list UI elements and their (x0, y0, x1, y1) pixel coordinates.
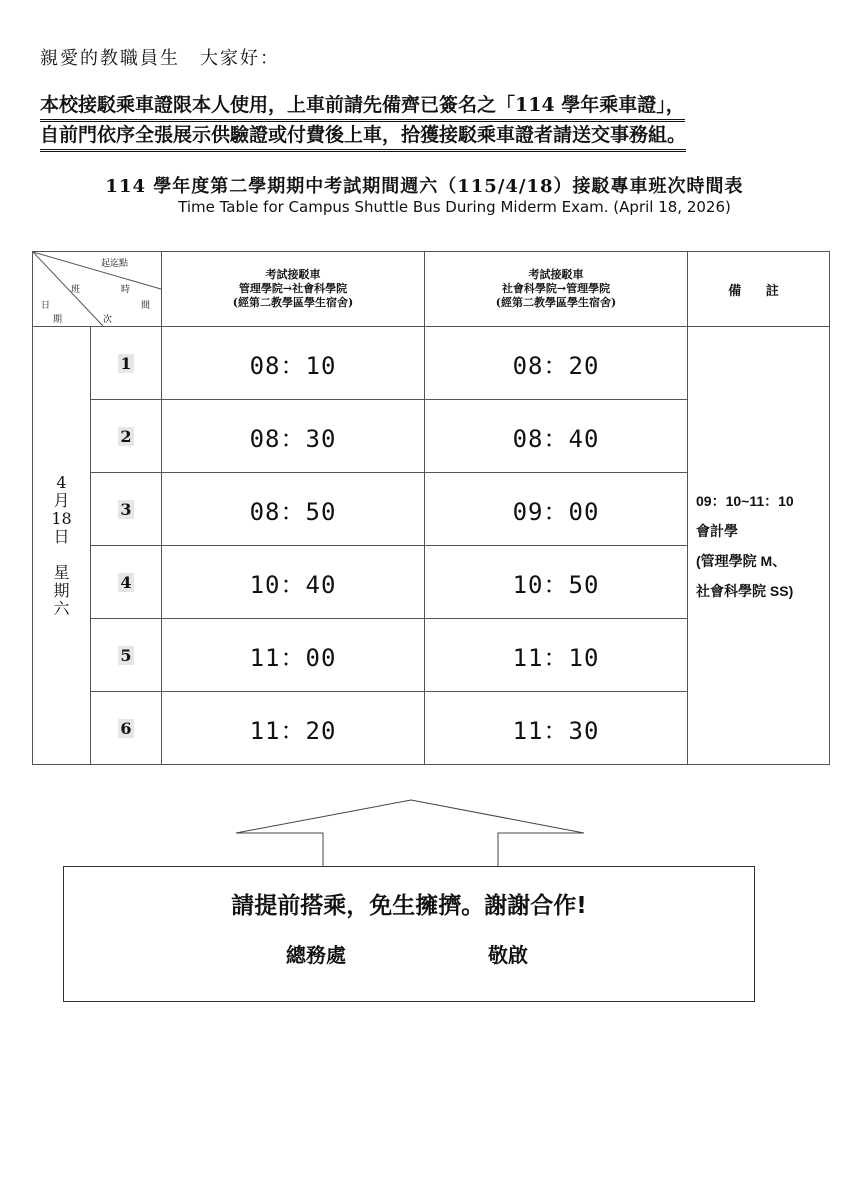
departure-time-route-2: 08：20 (425, 327, 688, 400)
route-2-title: 考試接駁車 (528, 268, 584, 281)
date-month: 4 (56, 472, 67, 492)
weekday-3: 六 (53, 598, 70, 618)
page-subtitle: Time Table for Campus Shuttle Bus During Miderm Exam. (April 18, 2026) (178, 198, 731, 216)
notice-line-2: 自前門依序全張展示供驗證或付費後上車，拾獲接駁乘車證者請送交事務組。 (40, 122, 686, 152)
run-number: 3 (91, 473, 162, 546)
run-number: 5 (91, 619, 162, 692)
remark-cell (688, 327, 830, 765)
run-number: 1 (91, 327, 162, 400)
departure-time-route-2: 08：40 (425, 400, 688, 473)
remark-college-1: (管理學院 M、 (696, 552, 787, 569)
corner-date-label: 日 (41, 301, 51, 311)
date-cell (33, 327, 91, 765)
departure-time-route-1: 10：40 (162, 546, 425, 619)
column-header-route-2 (425, 252, 688, 327)
route-2-via: (經第二教學區學生宿舍) (495, 296, 617, 309)
page-title: 114 學年度第二學期期中考試期間週六（115/4/18）接駁專車班次時間表 (105, 176, 744, 197)
departure-time-route-1: 11：00 (162, 619, 425, 692)
corner-time-label2: 間 (141, 301, 151, 311)
table-row (33, 327, 830, 400)
notice-banner (63, 866, 755, 1002)
column-header-route-1 (162, 252, 425, 327)
up-arrow-shape (236, 799, 586, 869)
remark-header: 備 註 (688, 252, 830, 327)
departure-time-route-2: 11：10 (425, 619, 688, 692)
banner-message: 請提前搭乘，免生擁擠。謝謝合作! (231, 893, 587, 919)
remark-time: 09：10~11：10 (696, 492, 794, 509)
weekday-2: 期 (53, 580, 70, 600)
route-1-path: 管理學院→社會科學院 (238, 282, 348, 295)
banner-regards: 敬啟 (488, 943, 528, 967)
departure-time-route-2: 09：00 (425, 473, 688, 546)
weekday-1: 星 (53, 562, 70, 582)
route-1-via: (經第二教學區學生宿舍) (232, 296, 354, 309)
greeting: 親愛的教職員生 大家好： (40, 48, 280, 69)
departure-time-route-2: 10：50 (425, 546, 688, 619)
date-day-unit: 日 (53, 526, 70, 546)
schedule-table (32, 251, 830, 765)
banner-office: 總務處 (286, 943, 346, 967)
remark-college-2: 社會科學院 SS) (696, 582, 794, 599)
date-month-unit: 月 (53, 490, 70, 510)
run-number: 2 (91, 400, 162, 473)
run-number: 6 (91, 692, 162, 765)
corner-run-label: 班 (71, 285, 81, 295)
departure-time-route-1: 11：20 (162, 692, 425, 765)
route-2-path: 社會科學院→管理學院 (501, 282, 611, 295)
corner-date-label2: 期 (53, 315, 63, 325)
date-day: 18 (51, 508, 72, 528)
corner-time-label: 時 (121, 285, 131, 295)
route-1-title: 考試接駁車 (265, 268, 321, 281)
departure-time-route-1: 08：10 (162, 327, 425, 400)
departure-time-route-1: 08：50 (162, 473, 425, 546)
remark-subject: 會計學 (696, 522, 738, 539)
run-number: 4 (91, 546, 162, 619)
notice (40, 92, 820, 152)
notice-line-1: 本校接駁乘車證限本人使用，上車前請先備齊已簽名之「114 學年乘車證」， (40, 92, 685, 122)
departure-time-route-1: 08：30 (162, 400, 425, 473)
corner-origin-label: 起迄點 (101, 259, 129, 269)
departure-time-route-2: 11：30 (425, 692, 688, 765)
table-header-row (33, 252, 830, 327)
corner-header (33, 252, 162, 327)
corner-run-label2: 次 (103, 315, 113, 325)
